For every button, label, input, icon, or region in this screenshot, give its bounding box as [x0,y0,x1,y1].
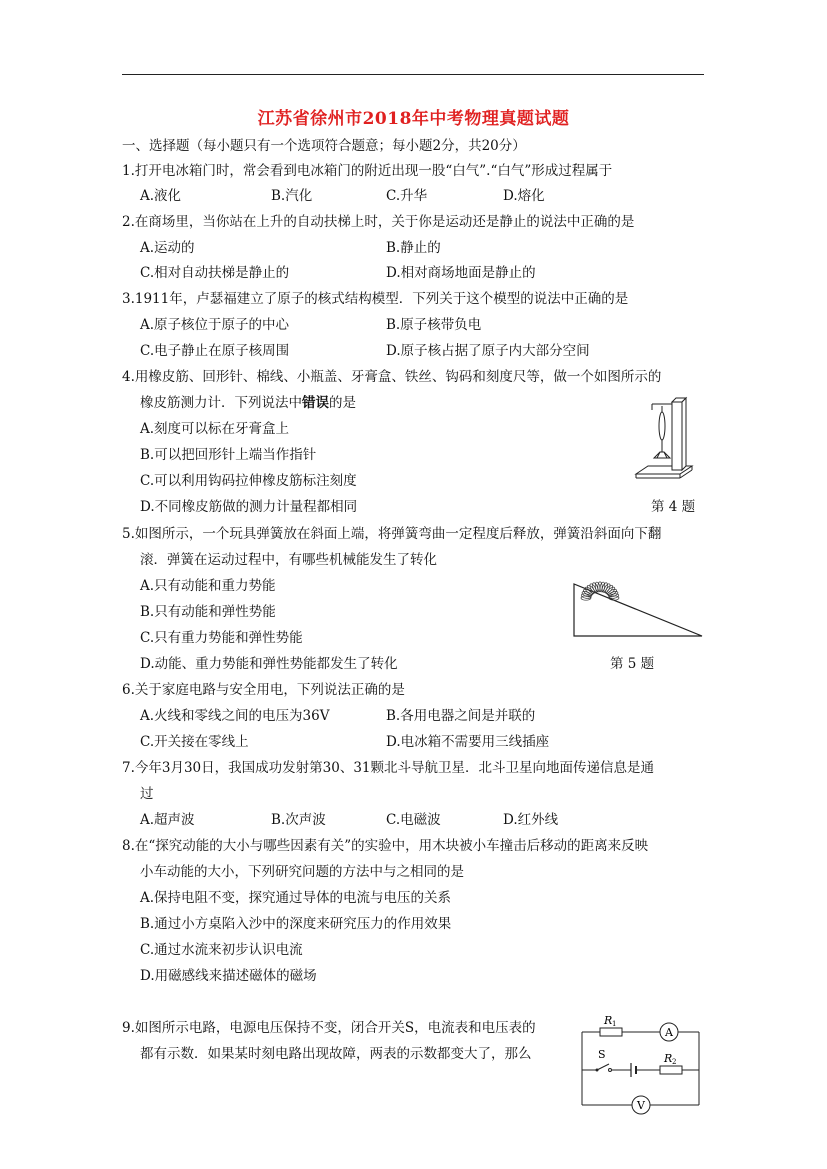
q5-stem-line1: 5.如图所示，一个玩具弹簧放在斜面上端，将弹簧弯曲一定程度后释放，弹簧沿斜面向下翻 [122,526,662,542]
r1-subscript: 1 [612,1020,617,1028]
q3-option-b: B.原子核带负电 [386,317,482,333]
q5-option-c: C.只有重力势能和弹性势能 [140,630,303,646]
q6-option-a: A.火线和零线之间的电压为36V [140,708,330,724]
q4-option-c: C.可以利用钩码拉伸橡皮筋标注刻度 [140,473,357,489]
q5-option-a: A.只有动能和重力势能 [140,578,276,594]
q4-emphasis: 错误 [302,395,329,411]
q6-option-d: D.电冰箱不需要用三线插座 [386,734,550,750]
q6-option-c: C.开关接在零线上 [140,734,249,750]
q2-stem: 2.在商场里，当你站在上升的自动扶梯上时，关于你是运动还是静止的说法中正确的是 [122,214,635,230]
q7-stem-line1: 7.今年3月30日，我国成功发射第30、31颗北斗导航卫星．北斗卫星向地面传递信息是通 [122,760,655,776]
switch-icon [597,1064,609,1070]
q7-option-d: D.红外线 [503,812,559,828]
q5-figure-caption: 第 5 题 [610,656,655,672]
voltmeter-label: V [637,1099,645,1112]
q7-option-a: A.超声波 [140,812,195,828]
q9-stem-line2: 都有示数．如果某时刻电路出现故障，两表的示数都变大了，那么 [140,1046,532,1062]
q5-option-b: B.只有动能和弹性势能 [140,604,276,620]
q2-option-c: C.相对自动扶梯是静止的 [140,265,290,281]
q3-option-d: D.原子核占据了原子内大部分空间 [386,343,590,359]
q4-option-a: A.刻度可以标在牙膏盒上 [140,421,290,437]
q4-option-b: B.可以把回形针上端当作指针 [140,447,317,463]
q1-option-a: A.液化 [140,188,182,204]
q1-option-d: D.熔化 [503,188,545,204]
q1-stem: 1.打开电冰箱门时，常会看到电冰箱门的附近出现一股“白气”.“白气”形成过程属于 [122,163,613,179]
q7-option-c: C.电磁波 [386,812,441,828]
r1-label: R [604,1014,613,1027]
q5-figure [570,568,704,640]
q3-stem: 3.1911年，卢瑟福建立了原子的核式结构模型．下列关于这个模型的说法中正确的是 [122,291,629,307]
q2-option-a: A.运动的 [140,240,195,256]
q3-option-c: C.电子静止在原子核周围 [140,343,290,359]
r2-label: R [664,1052,673,1065]
q4-option-d: D.不同橡皮筋做的测力计量程都相同 [140,499,358,515]
section-heading: 一、选择题（每小题只有一个选项符合题意；每小题2分，共20分） [122,138,526,154]
ammeter-label: A [665,1026,673,1039]
q9-circuit-figure [576,1012,706,1116]
q6-stem: 6.关于家庭电路与安全用电，下列说法正确的是 [122,682,405,698]
q2-option-b: B.静止的 [386,240,441,256]
q6-option-b: B.各用电器之间是并联的 [386,708,536,724]
q8-stem-line1: 8.在“探究动能的大小与哪些因素有关”的实验中，用木块被小车撞击后移动的距离来反映 [122,838,649,854]
q5-stem-line2: 滚．弹簧在运动过程中，有哪些机械能发生了转化 [140,552,437,568]
q5-option-d: D.动能、重力势能和弹性势能都发生了转化 [140,656,398,672]
q4-figure [634,396,694,486]
q1-option-b: B.汽化 [271,188,313,204]
r2-subscript: 2 [672,1058,677,1066]
resistor-r2 [660,1066,682,1074]
q8-option-b: B.通过小方桌陷入沙中的深度来研究压力的作用效果 [140,916,452,932]
q2-option-d: D.相对商场地面是静止的 [386,265,536,281]
q3-option-a: A.原子核位于原子的中心 [140,317,290,333]
header-rule [122,74,704,75]
q1-option-c: C.升华 [386,188,428,204]
q8-option-c: C.通过水流来初步认识电流 [140,942,303,958]
q4-figure-caption: 第 4 题 [651,499,696,515]
q4-stem-line1: 4.用橡皮筋、回形针、棉线、小瓶盖、牙膏盒、铁丝、钩码和刻度尺等，做一个如图所示的 [122,369,662,385]
q4-stem-part1: 橡皮筋测力计．下列说法中 [140,395,302,411]
q8-option-a: A.保持电阻不变，探究通过导体的电流与电压的关系 [140,890,452,906]
q4-stem-part2: 的是 [329,395,356,411]
q7-option-b: B.次声波 [271,812,326,828]
q9-stem-line1: 9.如图所示电路，电源电压保持不变，闭合开关S，电流表和电压表的 [122,1020,536,1036]
q8-option-d: D.用磁感线来描述磁体的磁场 [140,968,317,984]
q8-stem-line2: 小车动能的大小，下列研究问题的方法中与之相同的是 [140,864,464,880]
page-title: 江苏省徐州市2018年中考物理真题试题 [257,109,570,129]
resistor-r1 [600,1028,622,1036]
q7-stem-line2: 过 [140,786,154,802]
switch-label: S [598,1048,606,1061]
q4-stem-line2 [140,394,356,412]
